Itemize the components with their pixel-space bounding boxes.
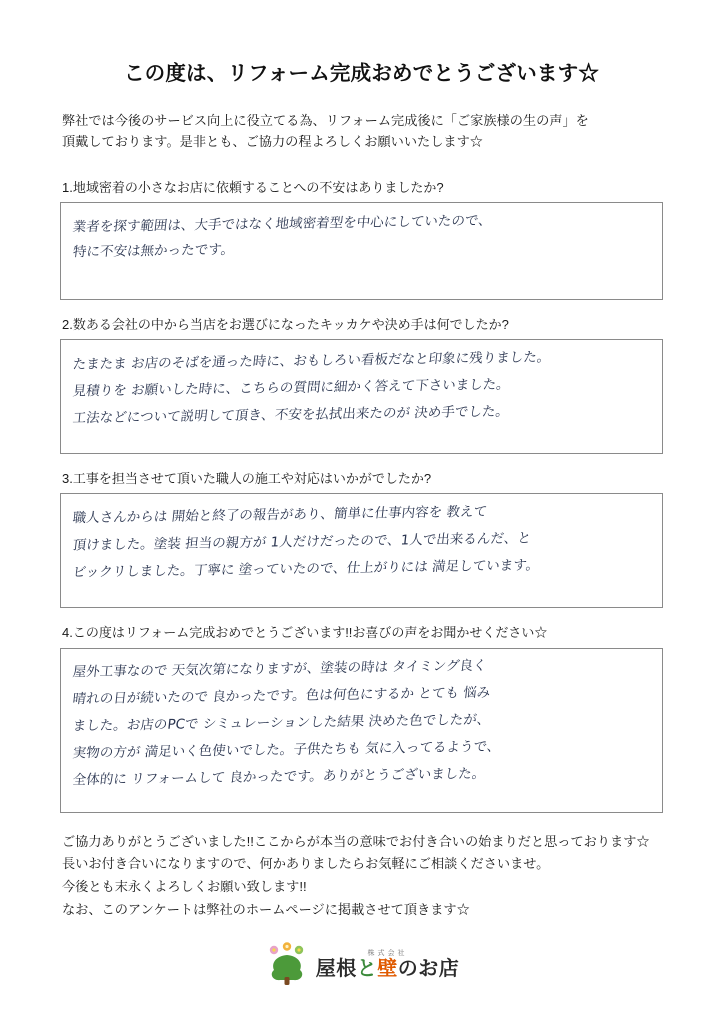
question-label-1: 1.地域密着の小さなお店に依頼することへの不安はありましたか? bbox=[62, 179, 444, 195]
question-label-4: 4.この度はリフォーム完成おめでとうございます!!お喜びの声をお聞かせください☆ bbox=[62, 625, 548, 641]
question-block-4 bbox=[60, 624, 663, 812]
answer-text: 職人さんからは 開始と終了の報告があり、簡単に仕事内容を 教えて bbox=[71, 503, 488, 527]
logo-name-part-4: のお店 bbox=[397, 957, 460, 980]
answer-text: 晴れの日が続いたので 良かったです。色は何色にするか とても 悩み bbox=[71, 684, 492, 708]
answer-text: 屋外工事なので 天気次第になりますが、塗装の時は タイミング良く bbox=[71, 658, 488, 681]
answer-text: ました。お店のPCで シミュレーションした結果 決めた色でしたが、 bbox=[71, 711, 492, 735]
handwritten-line bbox=[73, 657, 650, 684]
handwritten-line bbox=[73, 211, 650, 238]
logo-name-part-2: と bbox=[356, 957, 378, 980]
answer-text: 見積りを お願いした時に、こちらの質問に細かく答えて下さいました。 bbox=[71, 376, 511, 400]
answer-box-3 bbox=[60, 493, 663, 608]
logo-name-part-1: 屋根 bbox=[315, 957, 357, 980]
question-block-1 bbox=[60, 179, 663, 300]
page-title: この度は、リフォーム完成おめでとうございます☆ bbox=[123, 62, 600, 85]
closing-line-3: 今後とも末永くよろしくお願い致します!! bbox=[62, 878, 307, 894]
intro-line-1: 弊社では今後のサービス向上に役立てる為、リフォーム完成後に「ご家族様の生の声」を bbox=[62, 113, 589, 128]
company-logo bbox=[60, 941, 663, 987]
logo-company-name bbox=[316, 959, 460, 979]
handwritten-line bbox=[73, 348, 650, 375]
tree-flowers-icon bbox=[264, 941, 310, 987]
intro-text bbox=[62, 110, 663, 153]
handwritten-line bbox=[73, 738, 650, 765]
handwritten-line bbox=[73, 765, 650, 792]
logo-company-type: 株式会社 bbox=[367, 949, 408, 957]
closing-line-4: なお、このアンケートは弊社のホームページに掲載させて頂きます☆ bbox=[62, 901, 470, 917]
closing-text bbox=[62, 831, 663, 922]
answer-text: 業者を探す範囲は、大手ではなく地域密着型を中心にしていたので、 bbox=[71, 212, 493, 235]
answer-text: 実物の方が 満足いく色使いでした。子供たちも 気に入ってるようで、 bbox=[71, 738, 502, 762]
intro-line-2: 頂戴しております。是非とも、ご協力の程よろしくお願いいたします☆ bbox=[62, 134, 483, 150]
handwritten-line bbox=[73, 556, 650, 583]
answer-text: 全体的に リフォームして 良かったです。ありがとうございました。 bbox=[71, 766, 487, 789]
answer-text: 頂けました。塗装 担当の親方が 1人だけだったので、1人で出来るんだ、と bbox=[71, 530, 532, 554]
answer-text: たまたま お店のそばを通った時に、おもしろい看板だなと印象に残りました。 bbox=[71, 349, 552, 373]
handwritten-line bbox=[73, 529, 650, 556]
question-label-2: 2.数ある会社の中から当店をお選びになったキッカケや決め手は何でしたか? bbox=[62, 316, 509, 332]
handwritten-line bbox=[73, 238, 650, 265]
handwritten-line bbox=[73, 684, 650, 711]
answer-box-2 bbox=[60, 339, 663, 454]
answer-text: ビックリしました。丁寧に 塗っていたので、仕上がりには 満足しています。 bbox=[71, 557, 541, 581]
handwritten-line bbox=[73, 402, 650, 429]
answer-text: 工法などについて説明して頂き、不安を払拭出来たのが 決め手でした。 bbox=[71, 403, 510, 427]
answer-box-4 bbox=[60, 648, 663, 813]
handwritten-line bbox=[73, 375, 650, 402]
closing-line-2: 長いお付き合いになりますので、何かありましたらお気軽にご相談くださいませ。 bbox=[62, 856, 550, 872]
question-block-3 bbox=[60, 470, 663, 608]
logo-name-part-3: 壁 bbox=[377, 957, 398, 980]
answer-box-1 bbox=[60, 202, 663, 300]
answer-text: 特に不安は無かったです。 bbox=[72, 241, 236, 260]
handwritten-line bbox=[73, 502, 650, 529]
handwritten-line bbox=[73, 711, 650, 738]
closing-line-1: ご協力ありがとうございました!!ここからが本当の意味でお付き合いの始まりだと思っております☆ bbox=[62, 833, 650, 849]
question-block-2 bbox=[60, 316, 663, 454]
question-label-3: 3.工事を担当させて頂いた職人の施工や対応はいかがでしたか? bbox=[62, 471, 432, 487]
